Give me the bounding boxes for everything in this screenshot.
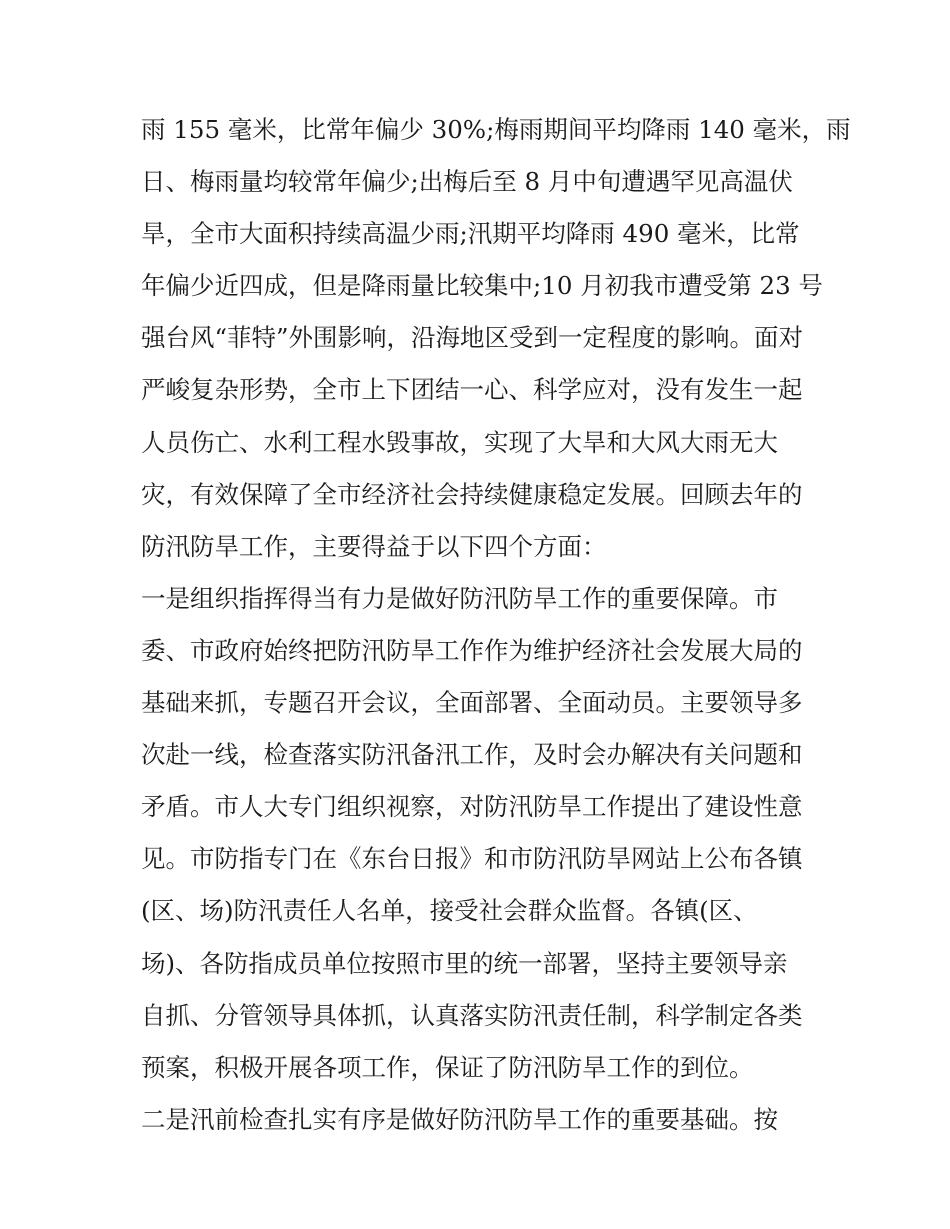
text-line: 灾，有效保障了全市经济社会持续健康稳定发展。回顾去年的: [141, 479, 803, 509]
text-line: 强台风“菲特”外围影响，沿海地区受到一定程度的影响。面对: [141, 323, 804, 353]
text-line: 年偏少近四成，但是降雨量比较集中;10 月初我市遭受第 23 号: [141, 271, 823, 301]
text-line: 雨 155 毫米，比常年偏少 30%;梅雨期间平均降雨 140 毫米，雨: [141, 115, 851, 144]
body-text: [141, 104, 851, 1146]
text-line: 次赴一线，检查落实防汛备汛工作，及时会办解决有关问题和: [141, 740, 803, 770]
text-line: 严峻复杂形势，全市上下团结一心、科学应对，没有发生一起: [141, 375, 803, 405]
text-line: 二是汛前检查扎实有序是做好防汛防旱工作的重要基础。按: [141, 1104, 778, 1134]
text-line: 矛盾。市人大专门组织视察，对防汛防旱工作提出了建设性意: [141, 792, 803, 822]
text-line: 一是组织指挥得当有力是做好防汛防旱工作的重要保障。市: [141, 583, 778, 613]
text-line: (区、场)防汛责任人名单，接受社会群众监督。各镇(区、: [141, 896, 758, 926]
text-line: 人员伤亡、水利工程水毁事故，实现了大旱和大风大雨无大: [141, 427, 778, 457]
text-line: 预案，积极开展各项工作，保证了防汛防旱工作的到位。: [141, 1052, 754, 1082]
text-line: 基础来抓，专题召开会议，全面部署、全面动员。主要领导多: [141, 688, 803, 718]
text-line: 委、市政府始终把防汛防旱工作作为维护经济社会发展大局的: [141, 635, 803, 665]
text-line: 见。市防指专门在《东台日报》和市防汛防旱网站上公布各镇: [141, 844, 803, 874]
text-line: 防汛防旱工作，主要得益于以下四个方面：: [141, 531, 607, 561]
text-line: 自抓、分管领导具体抓，认真落实防汛责任制，科学制定各类: [141, 1000, 803, 1030]
text-line: 日、梅雨量均较常年偏少;出梅后至 8 月中旬遭遇罕见高温伏: [141, 167, 793, 197]
text-line: 旱，全市大面积持续高温少雨;汛期平均降雨 490 毫米，比常: [141, 219, 800, 249]
text-line: 场)、各防指成员单位按照市里的统一部署，坚持主要领导亲: [141, 948, 788, 978]
